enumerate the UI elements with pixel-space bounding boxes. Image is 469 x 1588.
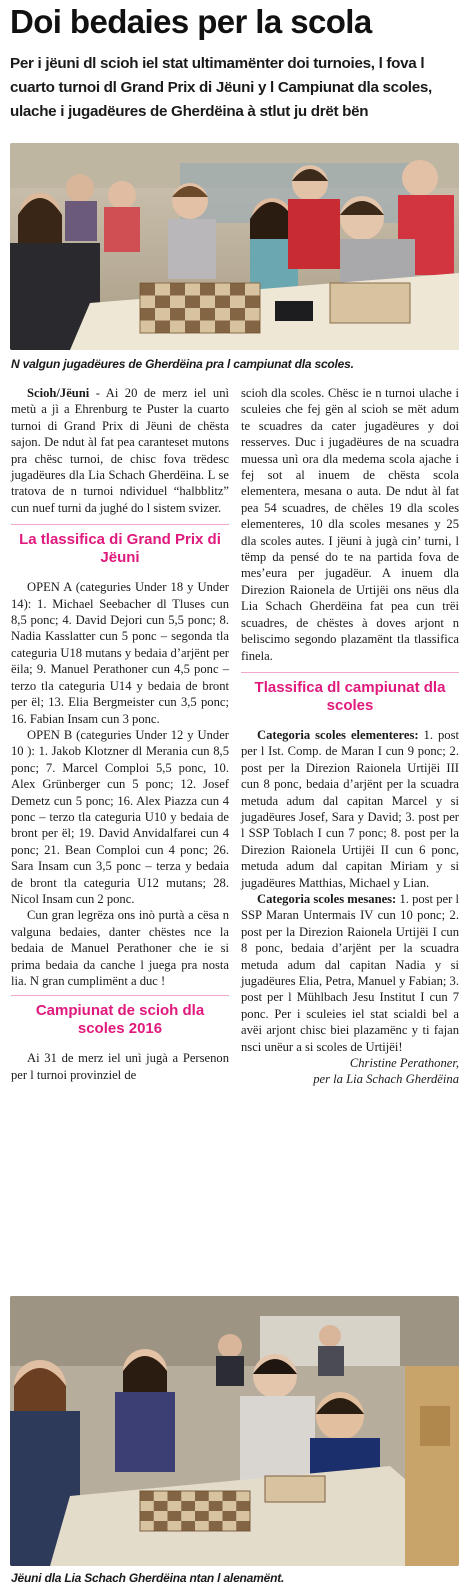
photo-top-image <box>10 143 459 350</box>
middle-paragraph <box>241 891 459 1055</box>
left-column <box>11 385 229 1083</box>
photo-bottom-caption: Jëuni dla Lia Schach Gherdëina ntan l alenamënt. <box>11 1571 285 1585</box>
middle-label: Categoria scoles mesanes: <box>257 891 397 906</box>
elementary-text: 1. post per l Ist. Comp. de Maran I cun 9 ponc; 2. post per la Direzion Raionela Urtijëi III cun 8 ponc, bedaia d’arjënt per la scuadra metuda adum dal capitan Marcel y si jugadëures Josef, Sara y David; 3. post per l SSP Toblach I cun 7 ponc; 8. post per la Direzion Raionela Urtijëi II cun 6 ponc, metuda adum dal capitan Miriam y si jugadëures Matthias, Michael y Lian. <box>241 727 459 890</box>
elementary-label: Categoria scoles elementeres: <box>257 727 419 742</box>
heading-tlassifica-scoles: Tlassifica dl campiunat dla scoles <box>241 672 459 723</box>
intro-paragraph <box>11 385 229 516</box>
photo-top-caption: N valgun jugadëures de Gherdëina pra l campiunat dla scoles. <box>11 357 354 371</box>
middle-text: 1. post per l SSP Maran Untermais IV cun 10 ponc; 2. post per la Direzion Raionela Urtijëi I cun 8 ponc, bedaia d’arjënt per la scuadra metuda adum dal capitan Nadia y si jugadëures Elia, Petra, Manuel y Fabian; 3. post per l Mühlbach Jesu Institut I cun 7 ponc. Per i sculeies iel stat scialdi bel a avëi arjont chisc biei plazamënc y ti fajan nsci unëur a si scoles de Urtijëi! <box>241 891 459 1054</box>
heading-grand-prix: La tlassifica di Grand Prix di Jëuni <box>11 524 229 575</box>
signature-club: per la Lia Schach Gherdëina <box>313 1072 459 1087</box>
signature-author: Christine Perathoner, <box>349 1056 459 1071</box>
dateline: Scioh/Jëuni <box>27 386 90 400</box>
photo-bottom-image <box>10 1296 459 1566</box>
lead-paragraph: Per i jëuni dl scioh iel stat ultimamënter doi turnoies, l fova l cuarto turnoi dl Grand Prix di Jëuni y l Campiunat dla scoles, ulache i jugadëures de Gherdëina à stlut ju drët bën <box>10 55 432 120</box>
open-b-paragraph: OPEN B (categuries Under 12 y Under 10 ): 1. Jakob Klotzner dl Merania cun 8,5 ponc; 7. Marcel Comploi 5,5 ponc, 10. Alex Grünberger cun 5 ponc; 12. Josef Demetz cun 5 ponc; 16. Alex Piazza cun 4 ponc – terzo tla categuria U10 y bedaia de bront per ël; 19. David Anvidalfarei cun 4 ponc; 21. Bean Comploi cun 4 ponc; 26. Sara Insam cun 3,5 ponc – terza y bedaia de bront tla categuria U12 mutans; 28. Nicol Insam cun 2 ponc. <box>11 727 229 906</box>
continued-paragraph: scioh dla scoles. Chësc ie n turnoi ulache i sculeies che fej gën al scioh se mët adum te scuadres da cater jugadëures y doi resserves. Duc i jugadëures de na scuadra muessa unì ora dla medema scola ajache i fej sot al inuem de chësta scola elementera, mesana o auta. De ndut àl fat pea 54 scuadres, de chëles 19 dla scoles elementeres, 10 dla scoles mesanes y 25 dla scoles autes. I jëuni à jugà cin’ turni, l tëmp da pensé do te na partida fova de mes’eura per jugadëur. A inuem dla Direzion Raionela de Urtijëi ons nëus dla Lia Schach Gherdëina fat pea cun trëi scuadres, de chëstes à doves arjont n beliscimo segondo plazamënt tla tlassifica finela. <box>241 386 459 663</box>
intro-text: - Ai 20 de merz iel unì metù a jì a Ehrenburg te Puster la cuarto turnoi di Grand Prix di Jëuni de chësta sajon. De ndut àl fat pea caranteset mutons pra chësc turnoi, de chisc fova trëdesc jugadëures dla Lia Schach Gherdëina. L se tratova de n turnoi ndividuel “halbblitz” cun nuef turni da jughé do l sistem svizer. <box>11 386 229 515</box>
right-column <box>241 385 459 1088</box>
campiunat-intro: Ai 31 de merz iel unì jugà a Persenon per l turnoi provinziel de <box>11 1051 229 1082</box>
elementary-paragraph <box>241 727 459 891</box>
photo-top <box>10 143 459 350</box>
headline: Doi bedaies per la scola <box>10 3 372 40</box>
photo-bottom <box>10 1296 459 1566</box>
heading-campiunat: Campiunat de scioh dla scoles 2016 <box>11 995 229 1046</box>
closing-paragraph: Cun gran legrëza ons inò purtà a cësa n valguna bedaies, danter chëstes nce la bedaia de Manuel Perathoner che ie si prima bedaia da canche l juega pra nosta lia. N gran cumplimënt a duc ! <box>11 908 229 988</box>
open-a-paragraph: OPEN A (categuries Under 18 y Under 14): 1. Michael Seebacher dl Tluses cun 8,5 ponc; 4. David Dejori cun 5,5 ponc; 8. Nadia Kasslatter cun 5 ponc – segonda tla categuria U18 mutans y bedaia d’arjënt per ëila; 9. Manuel Perathoner cun 4,5 ponc – terzo tla categuria U14 y bedaia de bront per ël; 13. Elia Bergmeister cun 3,5 ponc; 16. Fabian Insam cun 3 ponc. <box>11 580 229 726</box>
